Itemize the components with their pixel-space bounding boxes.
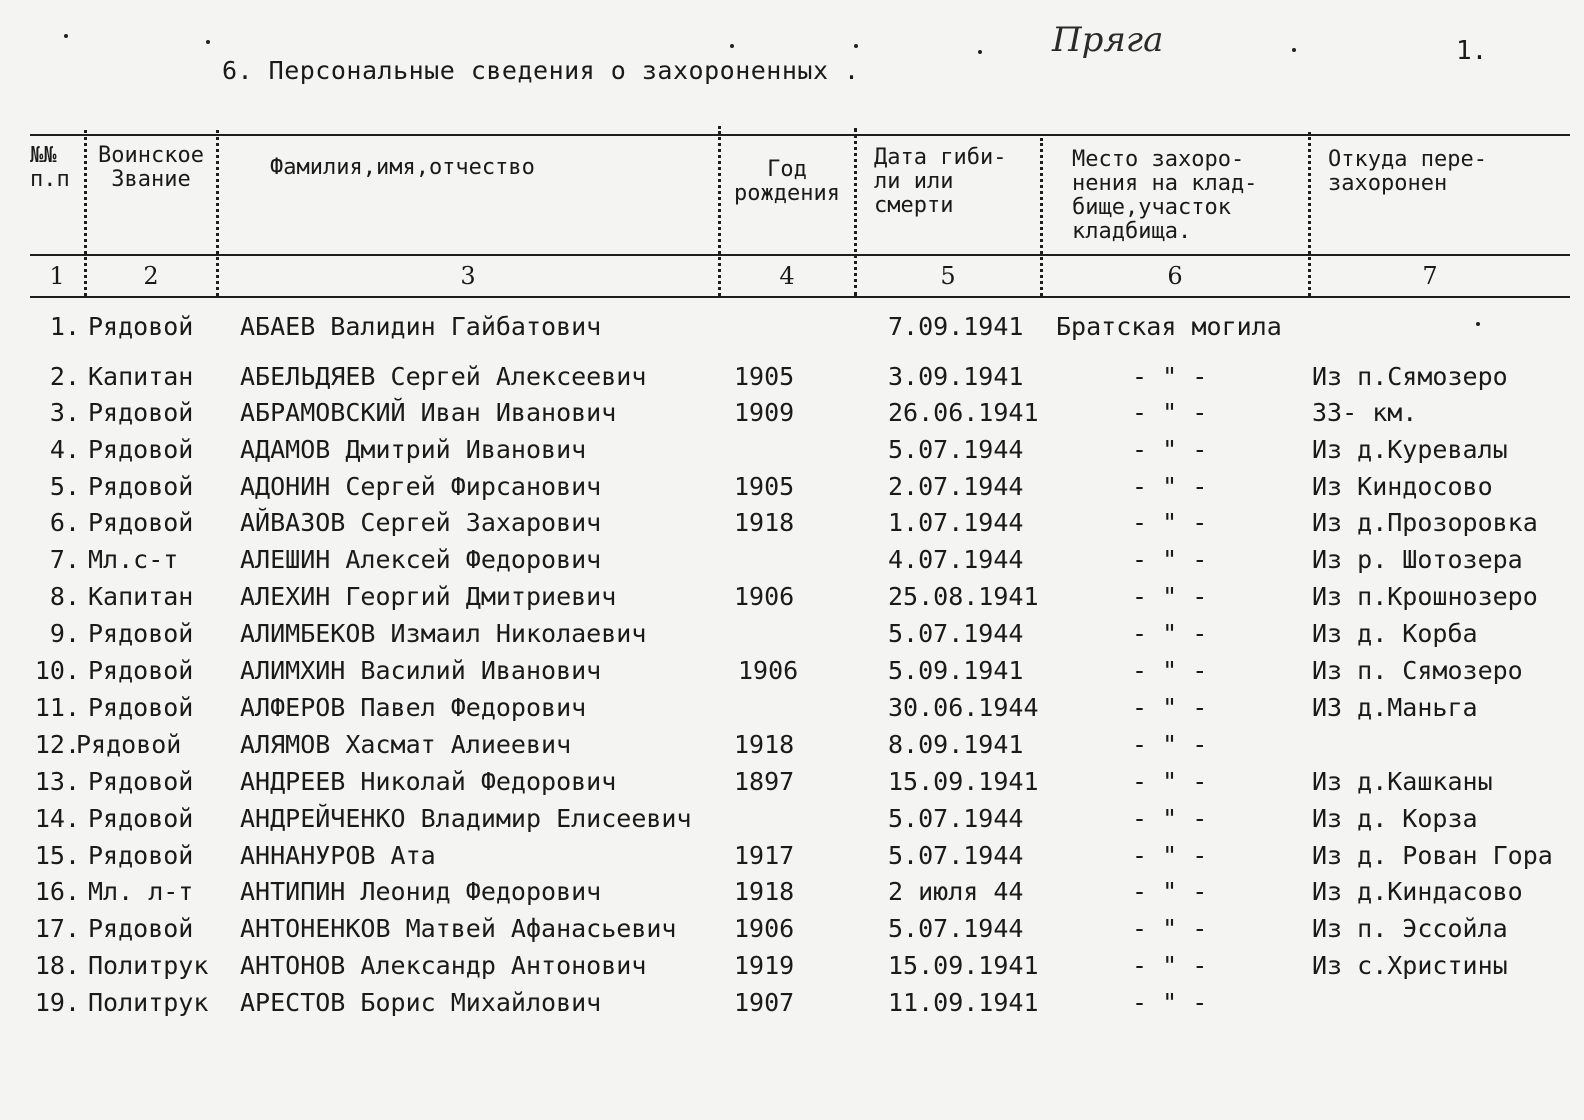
death-date: 25.08.1941 <box>888 582 1039 611</box>
header-col-rank: Воинское Звание <box>98 143 204 192</box>
burial-place: - " - <box>1132 914 1208 943</box>
burial-place: - " - <box>1132 582 1208 611</box>
row-number: 1. <box>49 312 80 341</box>
column-number: 6 <box>1167 262 1183 290</box>
reburied-from: Из д. Рован Гора <box>1312 841 1553 870</box>
reburied-from: Из п. Эссойла <box>1312 914 1508 943</box>
scan-speck <box>978 50 982 54</box>
death-date: 5.07.1944 <box>888 804 1024 833</box>
military-rank: Рядовой <box>88 693 194 722</box>
row-number: 4. <box>49 435 80 464</box>
header-col-reburied-from: Откуда пере- захоронен <box>1328 147 1487 196</box>
death-date: 26.06.1941 <box>888 398 1039 427</box>
row-number: 11. <box>34 693 80 722</box>
reburied-from: Из д.Куревалы <box>1312 435 1508 464</box>
death-date: 5.07.1944 <box>888 619 1024 648</box>
reburied-from: Из д.Киндасово <box>1312 877 1523 906</box>
birth-year: 1906 <box>734 914 795 943</box>
reburied-from: Из п. Сямозеро <box>1312 656 1523 685</box>
full-name: АЛФЕРОВ Павел Федорович <box>240 693 587 722</box>
full-name: АНДРЕЕВ Николай Федорович <box>240 767 617 796</box>
table-row <box>0 693 1584 727</box>
table-row <box>0 730 1584 764</box>
military-rank: Рядовой <box>88 398 194 427</box>
scan-speck <box>64 34 68 38</box>
reburied-from: Из с.Христины <box>1312 951 1508 980</box>
burial-place: - " - <box>1132 730 1208 759</box>
column-number: 5 <box>940 262 956 290</box>
table-row <box>0 362 1584 396</box>
full-name: АДАМОВ Дмитрий Иванович <box>240 435 587 464</box>
military-rank: Рядовой <box>88 619 194 648</box>
burial-place: - " - <box>1132 841 1208 870</box>
table-row <box>0 582 1584 616</box>
scan-speck <box>1292 48 1296 52</box>
reburied-from: ИЗ д.Маньга <box>1312 693 1478 722</box>
birth-year: 1897 <box>734 767 795 796</box>
military-rank: Капитан <box>88 362 194 391</box>
header-top-rule <box>30 134 1570 136</box>
reburied-from: Из д.Прозоровка <box>1312 508 1538 537</box>
military-rank: Рядовой <box>88 312 194 341</box>
header-bottom-rule <box>30 296 1570 298</box>
scan-speck <box>206 40 210 44</box>
birth-year: 1905 <box>734 362 795 391</box>
reburied-from: Из д. Корза <box>1312 804 1478 833</box>
military-rank: Политрук <box>88 988 209 1017</box>
military-rank: Мл. л-т <box>88 877 194 906</box>
table-row <box>0 767 1584 801</box>
death-date: 5.07.1944 <box>888 841 1024 870</box>
full-name: АНДРЕЙЧЕНКО Владимир Елисеевич <box>240 804 692 833</box>
birth-year: 1918 <box>734 508 795 537</box>
row-number: 13. <box>34 767 80 796</box>
birth-year: 1919 <box>734 951 795 980</box>
death-date: 4.07.1944 <box>888 545 1024 574</box>
table-row <box>0 877 1584 911</box>
page-number: 1. <box>1456 36 1488 66</box>
burial-place: - " - <box>1132 435 1208 464</box>
full-name: АНТОНЕНКОВ Матвей Афанасьевич <box>240 914 677 943</box>
reburied-from: Из д. Корба <box>1312 619 1478 648</box>
full-name: АЛЕШИН Алексей Федорович <box>240 545 602 574</box>
burial-place: - " - <box>1132 362 1208 391</box>
row-number: 3. <box>49 398 80 427</box>
column-number: 1 <box>49 262 65 290</box>
row-number: 14. <box>34 804 80 833</box>
military-rank: Рядовой <box>88 804 194 833</box>
birth-year: 1906 <box>734 582 795 611</box>
full-name: АДОНИН Сергей Фирсанович <box>240 472 602 501</box>
header-col-birth-year: Год рождения <box>734 157 840 206</box>
full-name: АЛЕХИН Георгий Дмитриевич <box>240 582 617 611</box>
birth-year: 1918 <box>734 730 795 759</box>
burial-place: - " - <box>1132 951 1208 980</box>
reburied-from: Из п.Сямозеро <box>1312 362 1508 391</box>
death-date: 15.09.1941 <box>888 767 1039 796</box>
burial-place: Братская могила <box>1056 312 1282 341</box>
death-date: 15.09.1941 <box>888 951 1039 980</box>
birth-year: 1909 <box>734 398 795 427</box>
header-col-death-date: Дата гиби- ли или смерти <box>874 145 1007 218</box>
reburied-from: Из п.Крошнозеро <box>1312 582 1538 611</box>
table-row <box>0 988 1584 1022</box>
military-rank: Мл.с-т <box>88 545 179 574</box>
military-rank: Рядовой <box>88 472 194 501</box>
table-row <box>0 435 1584 469</box>
table-row <box>0 312 1584 346</box>
birth-year: 1905 <box>734 472 795 501</box>
burial-place: - " - <box>1132 656 1208 685</box>
table-row <box>0 804 1584 838</box>
death-date: 2 июля 44 <box>888 877 1024 906</box>
header-col-burial-place: Место захоро- нения на клад- бище,участок кладбища. <box>1072 147 1258 244</box>
full-name: АЛИМХИН Василий Иванович <box>240 656 602 685</box>
burial-place: - " - <box>1132 508 1208 537</box>
header-col-number: №№ п.п <box>30 143 70 192</box>
death-date: 1.07.1944 <box>888 508 1024 537</box>
row-number: 10. <box>34 656 80 685</box>
reburied-from: Из Киндосово <box>1312 472 1493 501</box>
table-row <box>0 545 1584 579</box>
full-name: АЙВАЗОВ Сергей Захарович <box>240 508 602 537</box>
burial-place: - " - <box>1132 693 1208 722</box>
full-name: АЛЯМОВ Хасмат Алиеевич <box>240 730 572 759</box>
row-number: 18. <box>34 951 80 980</box>
burial-place: - " - <box>1132 988 1208 1017</box>
scan-speck <box>730 44 734 48</box>
row-number: 17. <box>34 914 80 943</box>
military-rank: Рядовой <box>88 508 194 537</box>
table-row <box>0 951 1584 985</box>
reburied-from: 33- км. <box>1312 398 1418 427</box>
burial-place: - " - <box>1132 767 1208 796</box>
military-rank: Рядовой <box>76 730 182 759</box>
full-name: АБАЕВ Валидин Гайбатович <box>240 312 602 341</box>
table-row <box>0 508 1584 542</box>
birth-year: 1918 <box>734 877 795 906</box>
reburied-from: Из р. Шотозера <box>1312 545 1523 574</box>
death-date: 2.07.1944 <box>888 472 1024 501</box>
row-number: 15. <box>34 841 80 870</box>
burial-place: - " - <box>1132 804 1208 833</box>
burial-place: - " - <box>1132 398 1208 427</box>
full-name: АННАНУРОВ Ата <box>240 841 436 870</box>
scan-speck <box>854 44 858 48</box>
row-number: 8. <box>49 582 80 611</box>
burial-place: - " - <box>1132 619 1208 648</box>
birth-year: 1917 <box>734 841 795 870</box>
military-rank: Рядовой <box>88 914 194 943</box>
death-date: 5.07.1944 <box>888 914 1024 943</box>
row-number: 19. <box>34 988 80 1017</box>
death-date: 8.09.1941 <box>888 730 1024 759</box>
full-name: АНТОНОВ Александр Антонович <box>240 951 647 980</box>
handwritten-note: Пряга <box>1052 20 1164 60</box>
column-number: 4 <box>779 262 795 290</box>
reburied-from: Из д.Кашканы <box>1312 767 1493 796</box>
death-date: 7.09.1941 <box>888 312 1024 341</box>
header-col-name: Фамилия,имя,отчество <box>270 155 535 180</box>
full-name: АРЕСТОВ Борис Михайлович <box>240 988 602 1017</box>
row-number: 5. <box>49 472 80 501</box>
burial-place: - " - <box>1132 877 1208 906</box>
full-name: АБРАМОВСКИЙ Иван Иванович <box>240 398 617 427</box>
table-row <box>0 656 1584 690</box>
birth-year: 1906 <box>738 656 799 685</box>
military-rank: Капитан <box>88 582 194 611</box>
row-number: 6. <box>49 508 80 537</box>
row-number: 16. <box>34 877 80 906</box>
table-row <box>0 472 1584 506</box>
row-number: 9. <box>49 619 80 648</box>
column-number: 2 <box>143 262 159 290</box>
full-name: АНТИПИН Леонид Федорович <box>240 877 602 906</box>
full-name: АЛИМБЕКОВ Измаил Николаевич <box>240 619 647 648</box>
burial-place: - " - <box>1132 472 1208 501</box>
military-rank: Рядовой <box>88 841 194 870</box>
death-date: 11.09.1941 <box>888 988 1039 1017</box>
military-rank: Рядовой <box>88 435 194 464</box>
death-date: 3.09.1941 <box>888 362 1024 391</box>
row-number: 7. <box>49 545 80 574</box>
full-name: АБЕЛЬДЯЕВ Сергей Алексеевич <box>240 362 647 391</box>
table-row <box>0 914 1584 948</box>
table-row <box>0 841 1584 875</box>
table-row <box>0 619 1584 653</box>
death-date: 5.09.1941 <box>888 656 1024 685</box>
column-number: 3 <box>460 262 476 290</box>
row-number: 12. <box>34 730 80 759</box>
military-rank: Рядовой <box>88 767 194 796</box>
row-number: 2. <box>49 362 80 391</box>
birth-year: 1907 <box>734 988 795 1017</box>
header-mid-rule <box>30 254 1570 256</box>
death-date: 5.07.1944 <box>888 435 1024 464</box>
column-number: 7 <box>1422 262 1438 290</box>
death-date: 30.06.1944 <box>888 693 1039 722</box>
military-rank: Политрук <box>88 951 209 980</box>
table-row <box>0 398 1584 432</box>
military-rank: Рядовой <box>88 656 194 685</box>
burial-place: - " - <box>1132 545 1208 574</box>
page-title: 6. Персональные сведения о захороненных . <box>222 56 860 85</box>
